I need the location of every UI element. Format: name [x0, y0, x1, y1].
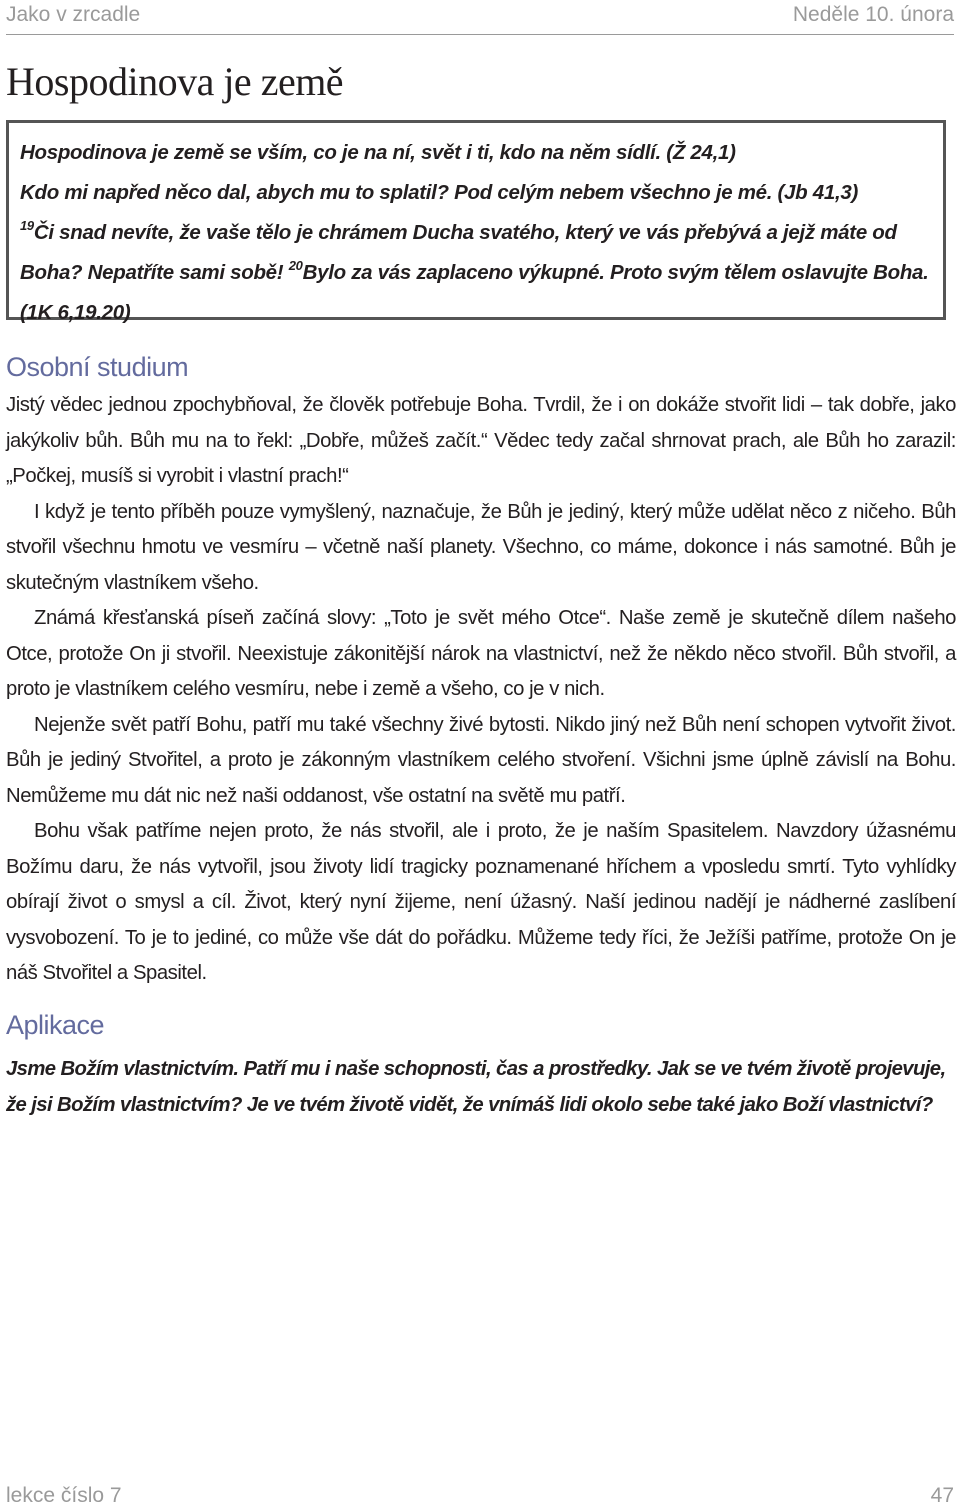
study-heading: Osobní studium: [6, 352, 189, 382]
study-paragraph-5: Bohu však patříme nejen proto, že nás stvořil, ale i proto, že je naším Spasitelem. Navzdory úžasnému Božímu daru, že nás vytvořil, jsou životy lidí tragicky poznamenané hříchem a vposledu smrtí. Tyto vyhlídky obírají život o smysl a cíl. Život, který nyní žijeme, není úžasný. Naší jedinou nadějí je nádherné zaslíbení vysvobození. To je to jediné, co může vše dát do pořádku. Můžeme tedy říci, že Ježíši patříme, protože On je náš Stvořitel a Spasitel.: [6, 820, 956, 984]
verse-line-1: Hospodinova je země se vším, co je na ní, svět i ti, kdo na něm sídlí. (Ž 24,1): [20, 141, 736, 164]
application-text: Jsme Božím vlastnictvím. Patří mu i naše schopnosti, čas a prostředky. Jak se ve tvém životě projevuje, že jsi Božím vlastnictvím? Je ve tvém životě vidět, že vnímáš lidi okolo sebe také jako Boží vlastnictví?: [6, 1058, 946, 1116]
verse-line-3: [20, 213, 932, 333]
verse-number-19: 19: [20, 218, 34, 234]
running-header: [0, 0, 960, 32]
running-footer: [0, 1484, 960, 1511]
study-paragraph-1: Jistý vědec jednou zpochybňoval, že člověk potřebuje Boha. Tvrdil, že i on dokáže stvořit lidi – tak dobře, jako jakýkoliv bůh. Bůh mu na to řekl: „Dobře, můžeš začít.“ Vědec tedy začal shrnovat prach, ale Bůh ho zarazil: „Počkej, musíš si vyrobit i vlastní prach!“: [6, 394, 956, 487]
verse-19-text: Či snad nevíte, že vaše tělo je chrámem Ducha svatého, který ve vás přebývá a jejž máte od Boha? Nepatříte sami sobě!: [20, 221, 897, 284]
page-title: Hospodinova je země: [6, 59, 344, 104]
study-paragraph-3: Známá křesťanská píseň začíná slovy: „Toto je svět mého Otce“. Naše země je skutečně dílem našeho Otce, protože On ji stvořil. Neexistuje zákonitější nárok na vlastnictví, než že někdo něco stvořil. Bůh stvořil, a proto je vlastníkem celého vesmíru, nebe i země a všeho, co je v nich.: [6, 607, 956, 700]
study-paragraph-4: Nejenže svět patří Bohu, patří mu také všechny živé bytosti. Nikdo jiný než Bůh není schopen vytvořit život. Bůh je jediný Stvořitel, a proto je zákonným vlastníkem celého stvoření. Všichni jsme úplně závislí na Bohu. Nemůžeme mu dát nic než naši oddanost, vše ostatní na světě mu patří.: [6, 713, 956, 807]
verse-line-2: Kdo mi napřed něco dal, abych mu to splatil? Pod celým nebem všechno je mé. (Jb 41,3): [20, 181, 859, 204]
study-paragraph-2: I když je tento příběh pouze vymyšlený, naznačuje, že Bůh je jediný, který může udělat něco z ničeho. Bůh stvořil všechnu hmotu ve vesmíru – včetně naší planety. Všechno, co máme, dokonce i nás samotné. Bůh je skutečným vlastníkem všeho.: [6, 500, 956, 594]
verse-box: [6, 120, 946, 324]
verse-number-20: 20: [288, 258, 303, 274]
study-text: [6, 388, 956, 992]
header-date: Neděle 10. února: [792, 3, 954, 26]
footer-lesson-label: lekce číslo 7: [6, 1484, 122, 1507]
verse-20-text: Bylo za vás zaplaceno výkupné. Proto svým tělem oslavujte Boha. (1K 6,19.20): [20, 261, 929, 324]
header-series-title: Jako v zrcadle: [6, 3, 141, 26]
page-number: 47: [930, 1484, 954, 1507]
header-divider: [6, 34, 954, 35]
application-heading: Aplikace: [6, 1010, 105, 1040]
